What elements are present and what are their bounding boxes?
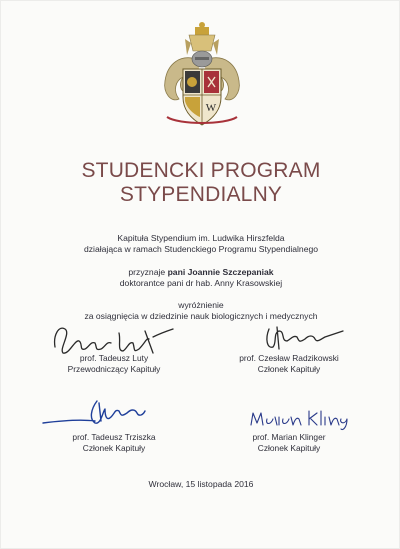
- signature-czeslaw-radzikowski: [263, 321, 353, 355]
- intro-line-1: Kapituła Stypendium im. Ludwika Hirszfelda: [117, 233, 285, 243]
- recipient-name: pani Joannie Szczepaniak: [167, 267, 274, 277]
- signatory-1-role: Przewodniczący Kapituły: [67, 364, 161, 374]
- university-crest-logo: [159, 21, 245, 131]
- signatory-1-name: prof. Tadeusz Luty: [79, 353, 149, 363]
- supervisor-line: doktorantce pani dr hab. Anny Krasowskiej: [119, 278, 283, 288]
- signatory-2-role: Członek Kapituły: [257, 364, 321, 374]
- signature-marian-klinger: [245, 405, 355, 435]
- signature-tadeusz-trziszka: [39, 395, 149, 431]
- recipient-prefix: przyznaje: [128, 267, 166, 277]
- signatory-3-name: prof. Tadeusz Trziszka: [72, 432, 156, 442]
- intro-line-2: działająca w ramach Studenckiego Programu Stypendialnego: [83, 244, 319, 254]
- signatory-2-name: prof. Czesław Radzikowski: [239, 353, 339, 363]
- place-date: Wrocław, 15 listopada 2016: [148, 479, 254, 489]
- signatory-3-role: Członek Kapituły: [82, 443, 146, 453]
- award-label: wyróżnienie: [178, 300, 224, 310]
- signatory-4-role: Członek Kapituły: [257, 443, 321, 453]
- certificate-title: STUDENCKI PROGRAM STYPENDIALNY: [81, 159, 321, 206]
- award-reason: za osiągnięcia w dziedzinie nauk biologicznych i medycznych: [84, 311, 318, 321]
- signatory-4-name: prof. Marian Klinger: [252, 432, 326, 442]
- recipient-line: [1, 267, 400, 277]
- svg-text:W: W: [205, 102, 217, 114]
